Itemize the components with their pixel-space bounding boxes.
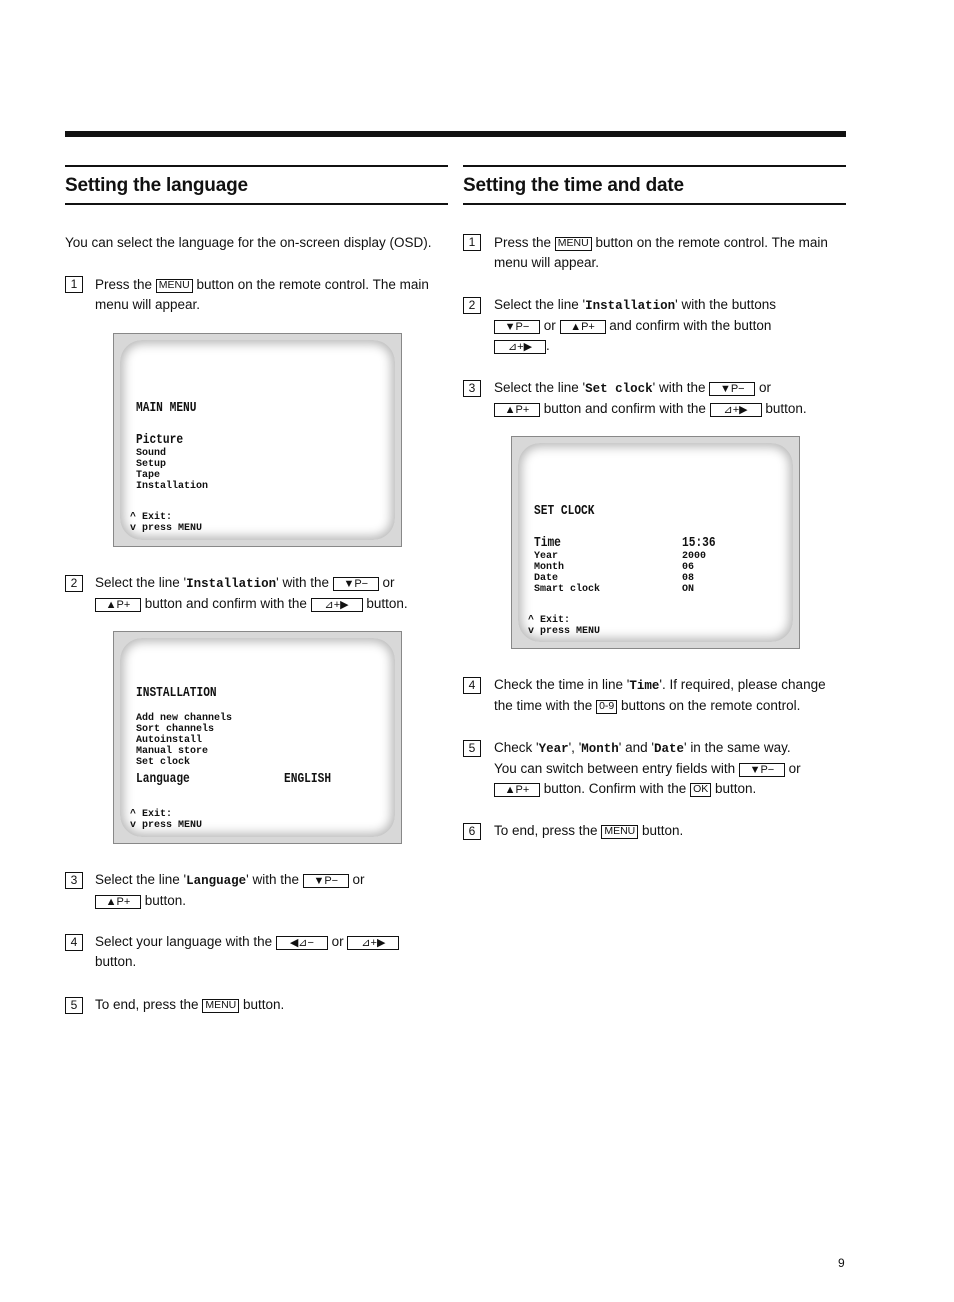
step-number: 4 (65, 934, 83, 951)
left-step-3: Select the line 'Language' with the ▼P− or ▲P+ button. (95, 872, 365, 908)
screen-title: SET CLOCK (534, 503, 595, 519)
left-step-1: Press the MENU button on the remote control. The main menu will appear. (95, 277, 429, 312)
screen-time-value: 15:36 (682, 535, 716, 551)
left-step-4: Select your language with the ◀⊿− or ⊿+▶ button. (95, 932, 445, 972)
screen-title: MAIN MENU (136, 400, 197, 416)
p-minus-key-icon: ▼P− (709, 382, 755, 396)
step-number: 3 (65, 872, 83, 889)
menu-key-icon: MENU (601, 825, 638, 839)
right-step-4: Check the time in line 'Time'. If required, please change the time with the 0-9 buttons on the remote control. (494, 677, 826, 713)
menu-key-icon: MENU (202, 999, 239, 1013)
p-plus-key-icon: ▲P+ (95, 895, 141, 909)
screen-item-picture: Picture (136, 432, 184, 448)
step-number: 2 (463, 297, 481, 314)
screen-language-value: ENGLISH (284, 771, 332, 787)
volume-plus-key-icon: ⊿+▶ (710, 403, 762, 417)
step-number: 3 (463, 380, 481, 397)
left-section-title: Setting the language (65, 175, 248, 196)
right-step-1: Press the MENU button on the remote control. The main menu will appear. (494, 235, 828, 270)
p-plus-key-icon: ▲P+ (494, 783, 540, 797)
volume-minus-key-icon: ◀⊿− (276, 936, 328, 950)
right-section-title: Setting the time and date (463, 175, 684, 196)
p-minus-key-icon: ▼P− (739, 763, 785, 777)
screen-menu-items: Year Month Date Smart clock (534, 551, 601, 595)
tv-screen-set-clock (511, 436, 800, 649)
ok-key-icon: OK (690, 783, 711, 797)
right-title-rule-bottom (463, 203, 846, 205)
right-step-2: Select the line 'Installation' with the buttons ▼P− or ▲P+ and confirm with the button ⊿+▶ . (494, 297, 777, 353)
menu-key-icon: MENU (156, 279, 193, 293)
top-rule (65, 131, 846, 137)
left-step-2: Select the line 'Installation' with the ▼P− or ▲P+ button and confirm with the ⊿+▶ button. (95, 575, 408, 611)
right-step-3: Select the line 'Set clock' with the ▼P− or ▲P+ button and confirm with the ⊿+▶ button. (494, 380, 807, 416)
screen-footer: ^ Exit: v press MENU (130, 512, 203, 534)
p-minus-key-icon: ▼P− (494, 320, 540, 334)
step-number: 5 (65, 997, 83, 1014)
tv-screen-installation (113, 631, 402, 844)
screen-footer: ^ Exit: v press MENU (528, 615, 601, 637)
tv-screen-main-menu (113, 333, 402, 547)
volume-plus-key-icon: ⊿+▶ (494, 340, 546, 354)
step-number: 1 (65, 276, 83, 293)
left-step-5: To end, press the MENU button. (95, 997, 285, 1012)
volume-plus-key-icon: ⊿+▶ (311, 598, 363, 612)
right-step-6: To end, press the MENU button. (494, 823, 684, 838)
volume-plus-key-icon: ⊿+▶ (347, 936, 399, 950)
screen-menu-items: Add new channels Sort channels Autoinstall Manual store Set clock (136, 713, 233, 768)
right-title-rule-top (463, 165, 846, 167)
menu-key-icon: MENU (555, 237, 592, 251)
screen-item-language: Language (136, 771, 190, 787)
digit-keys-icon: 0-9 (596, 700, 617, 714)
page-number: 9 (838, 1256, 845, 1270)
step-number: 4 (463, 677, 481, 694)
screen-title: INSTALLATION (136, 685, 217, 701)
step-number: 1 (463, 234, 481, 251)
p-minus-key-icon: ▼P− (333, 577, 379, 591)
left-title-rule-top (65, 165, 448, 167)
p-minus-key-icon: ▼P− (303, 874, 349, 888)
step-number: 6 (463, 823, 481, 840)
step-number: 2 (65, 575, 83, 592)
right-step-5: Check 'Year', 'Month' and 'Date' in the same way. You can switch between entry fields with ▼P− or ▲P+ button. Confirm with the OK button. (494, 740, 801, 796)
p-plus-key-icon: ▲P+ (560, 320, 606, 334)
p-plus-key-icon: ▲P+ (95, 598, 141, 612)
left-title-rule-bottom (65, 203, 448, 205)
screen-item-time: Time (534, 535, 561, 551)
screen-menu-items: Sound Setup Tape Installation (136, 448, 209, 492)
screen-footer: ^ Exit: v press MENU (130, 809, 203, 831)
screen-menu-values: 2000 06 08 ON (682, 551, 707, 595)
left-intro: You can select the language for the on-screen display (OSD). (65, 235, 432, 250)
p-plus-key-icon: ▲P+ (494, 403, 540, 417)
step-number: 5 (463, 740, 481, 757)
